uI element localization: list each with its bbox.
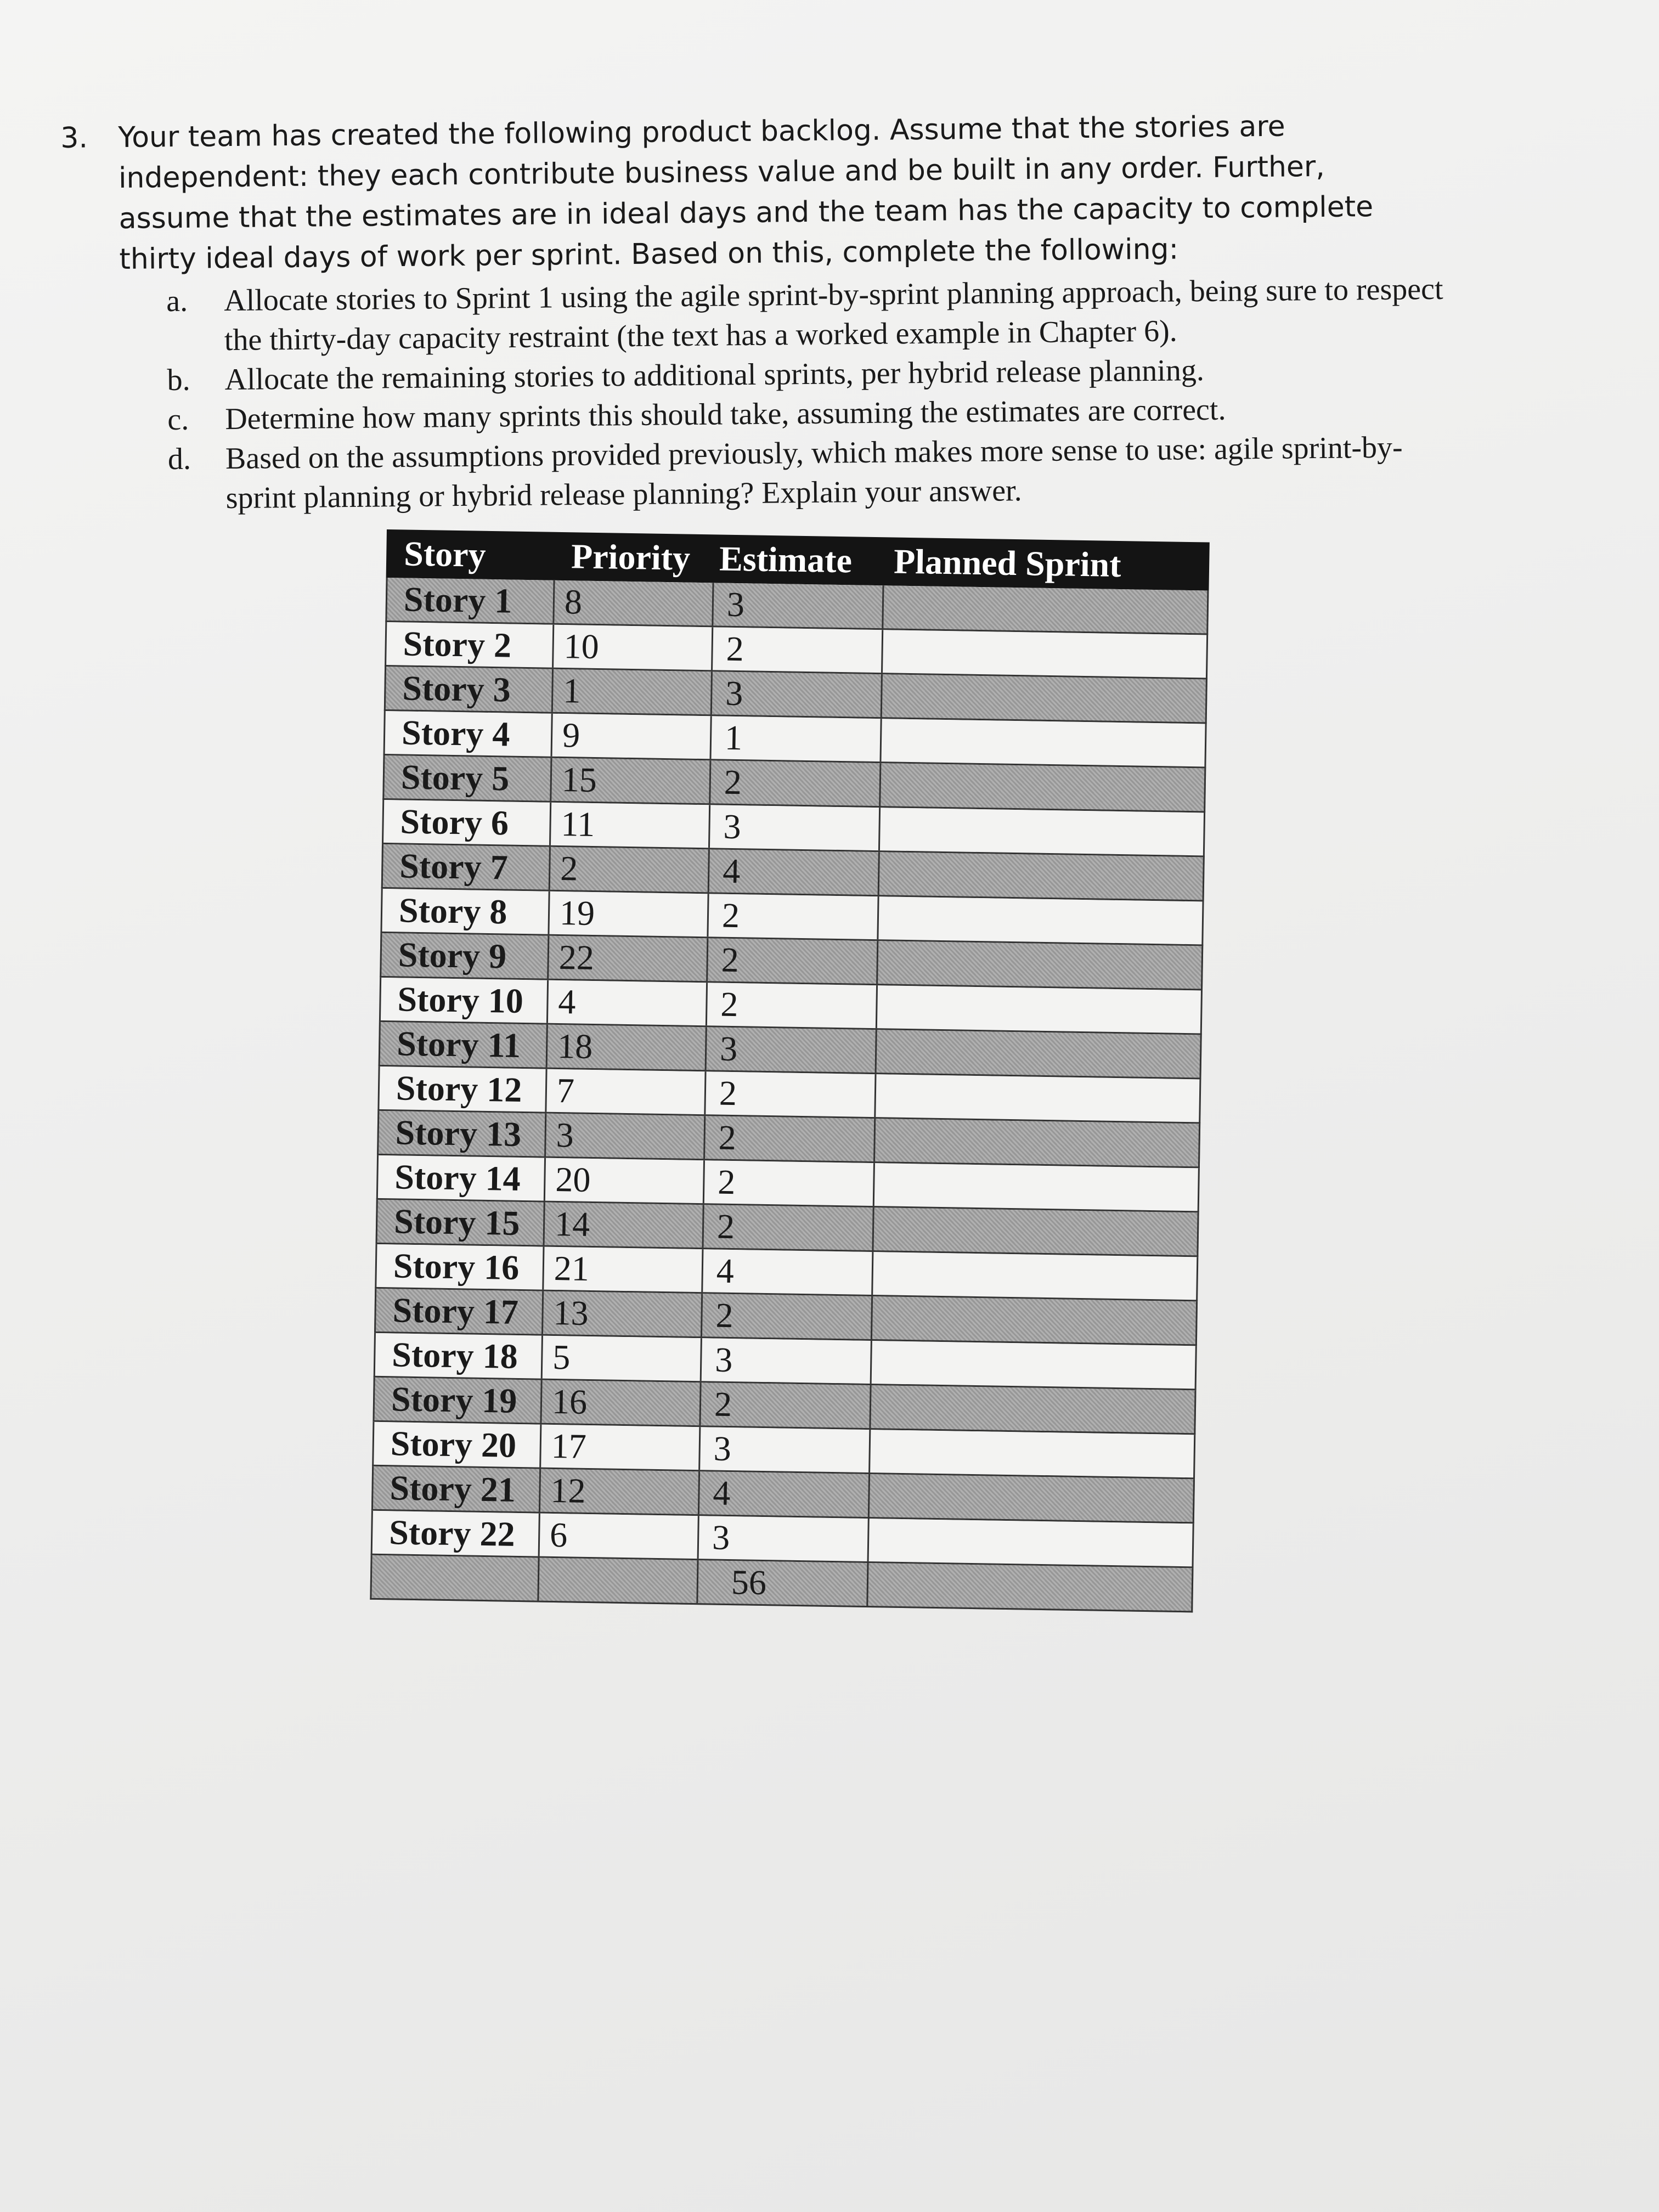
- estimate-cell: 2: [708, 894, 879, 939]
- part-letter: c.: [167, 402, 189, 437]
- priority-cell: 17: [541, 1425, 701, 1470]
- part-letter: b.: [167, 363, 190, 398]
- priority-cell: 19: [549, 891, 709, 937]
- story-cell: Story 14: [378, 1155, 546, 1201]
- story-cell: Story 20: [374, 1422, 541, 1468]
- planned-sprint-cell: [877, 1030, 1200, 1077]
- planned-sprint-cell: [881, 719, 1205, 766]
- part-text: Based on the assumptions provided previously, which makes more sense to use: agile sprint-by-sprint planning or hybrid release planning? Explain your answer.: [225, 430, 1403, 516]
- planned-sprint-cell: [871, 1385, 1194, 1433]
- estimate-cell: 2: [701, 1383, 871, 1428]
- header-priority: Priority: [571, 537, 691, 578]
- planned-sprint-cell: [878, 896, 1202, 944]
- story-cell: Story 13: [379, 1111, 546, 1156]
- total-estimate-cell: 56: [698, 1560, 868, 1606]
- estimate-cell: 4: [699, 1471, 870, 1517]
- estimate-cell: 2: [707, 983, 878, 1028]
- story-cell: Story 22: [373, 1511, 540, 1556]
- priority-cell: 18: [548, 1025, 707, 1070]
- story-cell: Story 18: [375, 1333, 543, 1379]
- part-text: Allocate stories to Sprint 1 using the agile sprint-by-sprint planning approach, being sure to respect the thirty-day capacity restraint (the text has a worked example in Chapter 6).: [223, 272, 1443, 358]
- priority-cell: 9: [552, 714, 712, 759]
- priority-cell: 6: [540, 1514, 699, 1559]
- part-letter: a.: [166, 284, 188, 319]
- planned-sprint-cell: [878, 941, 1201, 989]
- priority-cell: 22: [549, 936, 708, 981]
- priority-cell: 20: [545, 1158, 705, 1204]
- story-cell: Story 15: [377, 1200, 545, 1245]
- planned-sprint-cell: [880, 808, 1204, 855]
- story-cell: Story 16: [376, 1244, 544, 1290]
- story-cell: Story 9: [381, 933, 549, 979]
- priority-cell: 13: [543, 1291, 703, 1337]
- priority-cell: 8: [554, 580, 714, 626]
- total-story-cell: [371, 1555, 539, 1601]
- question-part: [166, 269, 1445, 360]
- estimate-cell: 2: [706, 1071, 876, 1117]
- planned-sprint-cell: [879, 852, 1203, 900]
- priority-cell: 3: [546, 1114, 706, 1159]
- planned-sprint-cell: [870, 1474, 1193, 1522]
- story-cell: Story 17: [376, 1289, 544, 1334]
- estimate-cell: 2: [702, 1294, 873, 1339]
- question-parts: [166, 269, 1447, 518]
- estimate-cell: 2: [704, 1160, 875, 1206]
- planned-sprint-cell: [876, 1074, 1199, 1122]
- story-cell: Story 21: [373, 1466, 541, 1512]
- total-sprint-cell: [868, 1563, 1192, 1611]
- story-cell: Story 10: [381, 978, 549, 1023]
- story-cell: Story 19: [374, 1378, 542, 1423]
- part-letter: d.: [167, 442, 191, 477]
- estimate-cell: 3: [700, 1427, 871, 1472]
- priority-cell: 16: [541, 1380, 701, 1426]
- planned-sprint-cell: [873, 1207, 1197, 1255]
- estimate-cell: 2: [704, 1205, 874, 1250]
- header-planned-sprint: Planned Sprint: [893, 541, 1122, 585]
- planned-sprint-cell: [869, 1519, 1193, 1566]
- priority-cell: 14: [545, 1203, 704, 1248]
- story-cell: Story 4: [385, 711, 553, 757]
- priority-cell: 21: [544, 1247, 703, 1293]
- planned-sprint-cell: [882, 674, 1206, 722]
- header-estimate: Estimate: [719, 539, 853, 580]
- header-story: Story: [403, 534, 487, 574]
- priority-cell: 4: [548, 980, 708, 1026]
- estimate-cell: 3: [707, 1027, 877, 1073]
- estimate-cell: 3: [712, 672, 883, 717]
- planned-sprint-cell: [875, 1119, 1199, 1166]
- priority-cell: 5: [543, 1336, 702, 1381]
- estimate-cell: 3: [713, 583, 884, 628]
- estimate-cell: 3: [699, 1516, 870, 1561]
- planned-sprint-cell: [873, 1252, 1197, 1300]
- estimate-cell: 2: [705, 1116, 876, 1161]
- priority-cell: 10: [554, 625, 713, 670]
- product-backlog-table: [370, 529, 1209, 1612]
- question-block: [60, 105, 1447, 520]
- estimate-cell: 2: [708, 938, 878, 984]
- story-cell: Story 7: [383, 844, 551, 890]
- estimate-cell: 4: [703, 1249, 873, 1295]
- planned-sprint-cell: [870, 1430, 1194, 1477]
- planned-sprint-cell: [883, 630, 1206, 678]
- planned-sprint-cell: [874, 1163, 1198, 1211]
- part-text: Determine how many sprints this should take, assuming the estimates are correct.: [224, 392, 1226, 437]
- estimate-cell: 3: [702, 1338, 872, 1384]
- estimate-cell: 3: [710, 805, 881, 850]
- planned-sprint-cell: [872, 1296, 1196, 1344]
- priority-cell: 15: [551, 758, 711, 804]
- question-number: 3.: [60, 121, 88, 155]
- priority-cell: 2: [550, 847, 710, 893]
- priority-cell: 11: [551, 803, 710, 848]
- story-cell: Story 11: [380, 1022, 548, 1068]
- story-cell: Story 5: [384, 755, 552, 801]
- planned-sprint-cell: [872, 1341, 1195, 1389]
- story-cell: Story 8: [382, 889, 550, 934]
- question-text: Your team has created the following product backlog. Assume that the stories are independent: they each contribute business value and be built in any order. Further, assume that the estimates are in ideal days and the team has the capacity to complete thirty ideal days of work per sprint. Based on this, complete the following:: [118, 110, 1374, 276]
- priority-cell: 7: [546, 1069, 706, 1115]
- question-part: [168, 427, 1447, 518]
- estimate-cell: 2: [713, 627, 883, 673]
- priority-cell: 1: [553, 669, 713, 715]
- story-cell: Story 2: [386, 622, 554, 668]
- story-cell: Story 3: [386, 667, 554, 712]
- total-priority-cell: [539, 1558, 698, 1604]
- planned-sprint-cell: [883, 585, 1207, 633]
- planned-sprint-cell: [877, 985, 1201, 1033]
- priority-cell: 12: [540, 1469, 700, 1515]
- estimate-cell: 1: [712, 716, 882, 761]
- story-cell: Story 12: [379, 1066, 547, 1112]
- table-body: [370, 578, 1209, 1612]
- planned-sprint-cell: [881, 763, 1204, 811]
- story-cell: Story 1: [387, 578, 555, 623]
- estimate-cell: 4: [709, 849, 880, 895]
- estimate-cell: 2: [710, 760, 881, 806]
- part-text: Allocate the remaining stories to additional sprints, per hybrid release planning.: [224, 353, 1205, 397]
- story-cell: Story 6: [383, 800, 551, 845]
